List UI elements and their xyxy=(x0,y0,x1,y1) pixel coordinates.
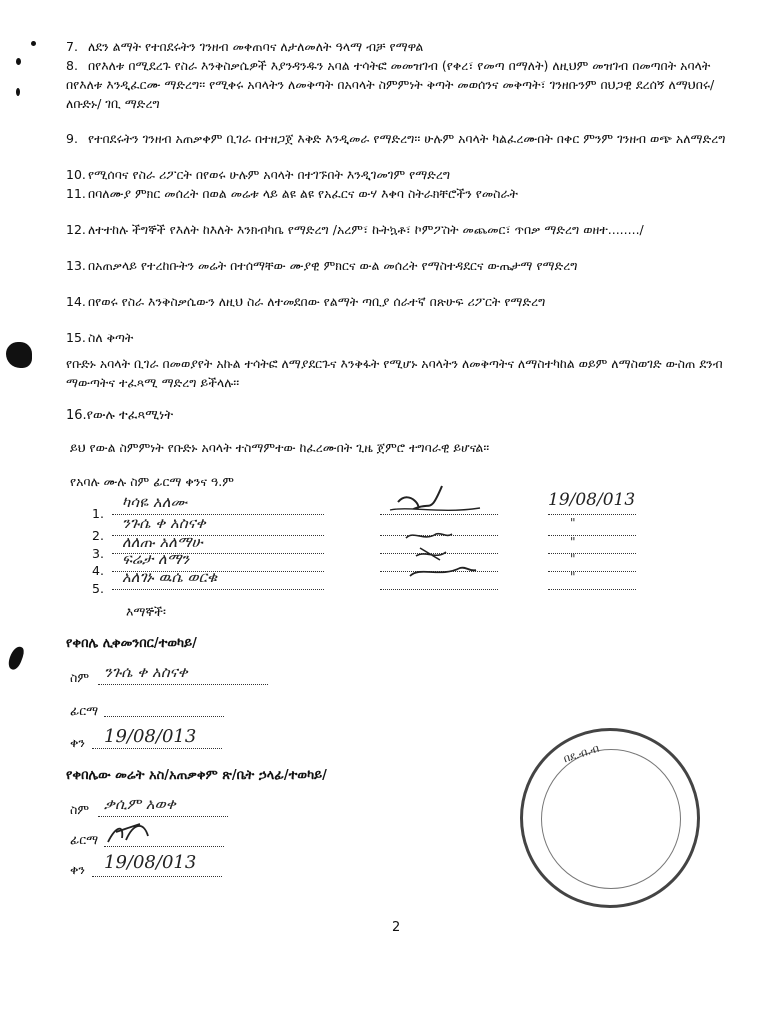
land-rep-date-line xyxy=(92,876,222,877)
item-number: 14. xyxy=(66,294,86,309)
signature-1 xyxy=(398,486,442,508)
date-line xyxy=(548,514,636,515)
member-name: አለገኑ ዉሴ ወርቁ xyxy=(122,568,218,586)
item-11 xyxy=(66,184,728,203)
item-number: 10. xyxy=(66,167,86,182)
item-number: 8. xyxy=(66,58,78,73)
date-line xyxy=(548,553,636,554)
member-name: ፍሬታ ለማን xyxy=(122,550,190,568)
land-rep-name-label: ስም xyxy=(70,802,90,817)
penalty-paragraph: የቡድኑ አባላት ቢገራ በመወያየት አኩል ተሳትፎ ለማያደርጉና እንቅፋት የሚሆኑ አባላትን ለመቅጣትና ለማስተካከል ወይም ለማስወገድ ውስጠ ደንብ ማውጣትና ተፈጻሚ ማድረግ ይችላሉ፡፡ xyxy=(66,356,723,390)
item-12 xyxy=(66,220,728,239)
section-16-text: ይህ የውል ስምምነት የቡድኑ አባላት ተስማምተው ከፈረሙበት ጊዜ ጀምሮ ተግባራዊ ይሆናል፡፡ xyxy=(70,440,490,455)
item-text: ስለ ቅጣት xyxy=(87,330,134,345)
item-number: 13. xyxy=(66,258,86,273)
receiver-name-line xyxy=(98,684,268,685)
receiver-name: ንጉሴ ቀ አስናቀ xyxy=(104,663,188,681)
member-number: 2. xyxy=(92,528,104,543)
member-date: " xyxy=(570,516,576,530)
item-text: የተበደሩትን ገንዘብ አጠቃቀም ቢገራ በተዘጋጀ እቅድ እንዲመራ የማድረግ፡፡ ሁሉም አባላት ካልፈረሙበት በቀር ምንም ገንዘብ ወጭ አለማድረግ xyxy=(87,131,726,146)
item-text: በአጠቃላይ የተረከቡትን መሬት በተሰማቸው ሙያዊ ምክርና ውል መሰረት የማስተዳደርና ውጤታማ የማድረግ xyxy=(87,258,578,273)
land-rep-sign-label: ፊርማ xyxy=(70,832,99,847)
margin-mark xyxy=(6,645,25,672)
item-text: በባለሙያ ምክር መሰረት በወል መሬቱ ላይ ልዩ ልዩ የአፈርና ውሃ እቀባ ስትራክቸሮችን የመስራት xyxy=(87,186,518,201)
member-number: 1. xyxy=(92,506,104,521)
witnesses-label: እማኞች፡ xyxy=(126,604,166,619)
item-15 xyxy=(66,328,728,347)
receiver-date-line xyxy=(92,748,222,749)
margin-mark xyxy=(6,342,32,368)
member-number: 3. xyxy=(92,546,104,561)
item-number: 12. xyxy=(66,222,86,237)
stamp-text: በደ.ብ.ብ xyxy=(561,741,601,766)
receiver-date-label: ቀን xyxy=(70,735,85,750)
section-16-heading: 16.የውሉ ተፈጻሚነት xyxy=(66,408,174,423)
item-number: 11. xyxy=(66,186,86,201)
members-header: የአባሉ ሙሉ ስም ፊርማ ቀንና ዓ.ም xyxy=(70,474,234,489)
land-rep-name: ቃሲም አወቀ xyxy=(104,795,176,813)
date-line xyxy=(548,571,636,572)
item-text: በየእለቱ በሚደረጉ የስራ እንቅስቃሴዎች እያንዳንዱን አባል ተሳትፎ መመዝገብ (የቀረ፣ የመጣ በማለት) ለዚህም መዝገብ በመጣበት አባላት በየእለቱ እንዲፈርሙ ማድረግ፡፡ የሚቀሩ አባላትን ለመቅጣት በአባላት ስምምነት ቅጣት መወሰንና መቅጣት፣ ገንዘቡንም በህጋዊ ደረሰኝ ለማህበሩ/ለቡድኑ/ ገቢ ማድረግ xyxy=(66,58,715,111)
signature-1-underline xyxy=(390,508,480,510)
member-date: 19/08/013 xyxy=(548,490,636,510)
member-name: ካሳዬ አለሙ xyxy=(122,493,188,511)
item-8 xyxy=(66,56,728,113)
member-signatures xyxy=(380,480,510,590)
stamp-inner-ring xyxy=(541,749,681,889)
margin-mark xyxy=(16,58,21,65)
land-rep-signature xyxy=(104,816,164,848)
member-number: 5. xyxy=(92,581,104,596)
item-number: 9. xyxy=(66,131,78,146)
member-name: ለለጡ አለማሁ xyxy=(122,533,203,551)
item-number: 7. xyxy=(66,39,78,54)
item-text: በየወሩ የስራ እንቅስቃሴውን ለዚህ ስራ ለተመደበው የልማት ጣቢያ ሰራተኛ በጽሁፍ ሪፖርት የማድረግ xyxy=(87,294,546,309)
receiver-sign-label: ፊርማ xyxy=(70,703,99,718)
item-7 xyxy=(66,37,728,56)
receiver-heading: የቀበሌ ሊቀመንበር/ተወካይ/ xyxy=(66,636,197,651)
receiver-date: 19/08/013 xyxy=(104,726,197,747)
date-line xyxy=(548,589,636,590)
member-name: ንጉሴ ቀ አስናቀ xyxy=(122,514,206,532)
margin-mark xyxy=(16,88,20,96)
signature-3 xyxy=(416,548,446,560)
receiver-name-label: ስም xyxy=(70,670,90,685)
item-text: ለተተከሉ ችግኞች የእለት ከእለት እንክብካቤ የማድረግ /አረም፣ ኩትኳቶ፣ ኮምፖስት መጨመር፣ ጥበቃ ማድረግ ወዘተ......../ xyxy=(87,222,644,237)
member-date: " xyxy=(570,552,576,566)
item-13 xyxy=(66,256,728,275)
item-10 xyxy=(66,165,728,184)
item-text: የሚሰባና የስራ ሪፖርት በየወሩ ሁሉም አባላት በተገኙበት እንዲገመገም የማድረግ xyxy=(87,167,451,182)
item-text: ለደን ልማት የተበደሩትን ገንዘብ መቀጠባና ለታለመለት ዓላማ ብቻ የማዋል xyxy=(87,39,424,54)
item-number: 15. xyxy=(66,330,86,345)
member-number: 4. xyxy=(92,563,104,578)
member-date: " xyxy=(570,535,576,549)
item-14 xyxy=(66,292,728,311)
signature-2 xyxy=(406,534,452,538)
item-9 xyxy=(66,129,728,148)
land-rep-date-label: ቀን xyxy=(70,862,85,877)
date-line xyxy=(548,535,636,536)
land-rep-date: 19/08/013 xyxy=(104,852,197,873)
page-number: 2 xyxy=(392,920,401,935)
margin-mark xyxy=(31,41,36,46)
member-date: " xyxy=(570,570,576,584)
land-office-heading: የቀበሌው መሬት አስ/አጠቃቀም ጽ/ቤት ኃላፊ/ተወካይ/ xyxy=(66,768,327,783)
name-line xyxy=(112,589,324,590)
official-stamp xyxy=(520,728,700,908)
signature-4 xyxy=(410,568,476,576)
receiver-sign-line xyxy=(104,716,224,717)
